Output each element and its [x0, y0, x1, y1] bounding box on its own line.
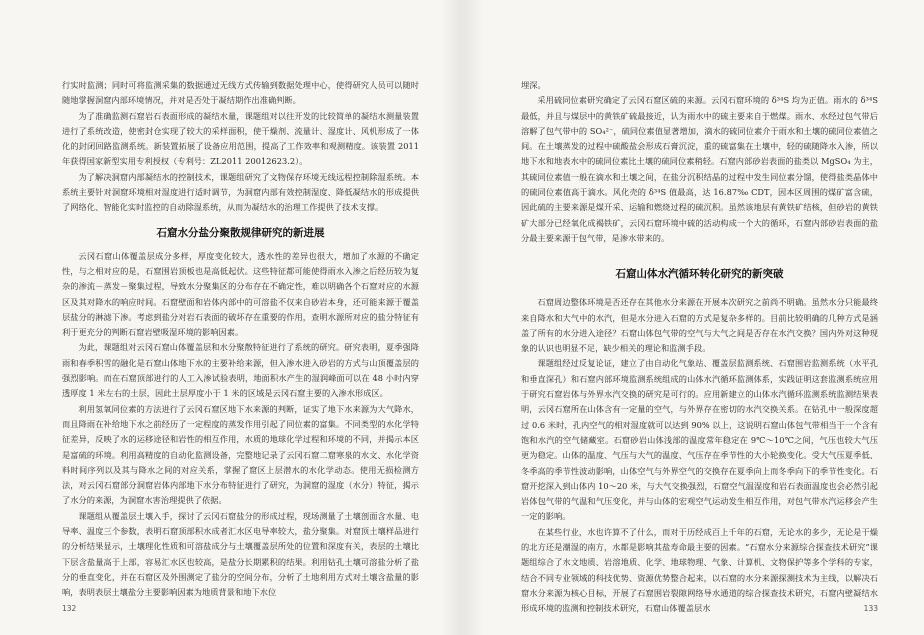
body-paragraph: 为了准确监测石窟岩石表面形成的凝结水量，课题组对以往开发的比较简单的凝结水测量装置进行了系统改造，使密封仓实现了较大的采样面积，使干燥剂、流量计、湿度计、风机形成了一体化的封闭回路监测系统。新装置拓展了设备应用范围，提高了工作效率和观测精度。该装置 2011 年获得国家新型实用专利授权（专利号：ZL2011 20012623.2）。 — [62, 110, 419, 167]
body-paragraph: 为此，课题组对云冈石窟山体覆盖层和水分聚散特征进行了系统的研究。研究表明，夏季强降雨和春季积雪的融化是石窟山体地下水的主要补给来源，但入渗水进入砂岩的方式与山顶覆盖层的强烈影响。而在石窟顶部进行的人工入渗试验表明，地面积水产生的湿润峰面可以在 48 小时内穿透厚度 1 米左右的土层，因此土层厚度小于 1 米的区域是云冈石窟主要的入渗水形成区。 — [62, 342, 419, 399]
body-paragraph: 利用氢氧同位素的方法进行了云冈石窟区地下水来源的判断，证实了地下水来源为大气降水，而且降雨在补给地下水之前经历了一定程度的蒸发作用引起了同位素的富集。不同类型的水化学特征差异，反映了水的运移途径和岩性的相互作用，水质的地球化学过程和环境的不同，并揭示本区是富硫的环境。利用高精度的自动化监测设备，完整地记录了云冈石窟二窟寒泉的水文、水化学资料时间序列以及其与降水之间的对应关系，掌握了窟区上层潜水的水化学动态。使用无损检测方法，对云冈石窟部分洞窟岩体内部地下水分布特征进行了研究，为洞窟的湿度（水分）特征，揭示了水分的来源，为洞窟水害治理提供了依据。 — [62, 403, 419, 506]
body-paragraph: 为了解决洞窟内部凝结水的控制技术，课题组研究了文物保存环境无线远程控制除湿系统。本系统主要针对洞窟环境相对湿度进行适时调节，为洞窟内部有效控制湿度、降低凝结水的形成提供了网络化、智能化实时监控的自动除湿系统，从而为凝结水的治理工作提供了技术支撑。 — [62, 171, 419, 213]
body-paragraph: 课题组经过反复论证，建立了由自动化气象站、覆盖层监测系统、石窟围岩监测系统（水平孔和垂直深孔）和石窟内部环境监测系统组成的山体水汽循环监测体系，实践证明这套监测系统应用于研究石窟岩体与外界水汽交换的研究是可行的。应用新建立的山体水汽循环监测系统监测结果表明，云冈石窟所在山体含有一定量的空气，与外界存在密切的水汽交换关系。在钻孔中一般深度超过 0.6 米时，孔内空气的相对湿度就可以达到 90% 以上，这说明石窟山体包气带相当于一个含有饱和水汽的空气储藏室。石窟砂岩山体浅部的温度常年稳定在 9℃～10℃之间，气压也较大气压更为稳定。山体的温度、气压与大气的温度、气压存在季节性的大小轮换变化。受大气压夏季低、冬季高的季节性波动影响，山体空气与外界空气的交换存在夏季向上而冬季向下的季节性变化。石窟开挖深入到山体内 10～20 米，与大气交换强烈，石窟空气温湿度和岩石表面温度也会必然引起岩体包气带的气温和气压变化，并与山体的宏观空气运动发生相互作用，对包气带水汽运移会产生一定的影响。 — [521, 358, 878, 522]
right-page — [465, 0, 924, 635]
body-paragraph: 行实时监测；同时可将监测采集的数据通过无线方式传输到数据处理中心，使得研究人员可以随时随地掌握洞窟内部环境情况，并对是否处于凝结期作出准确判断。 — [62, 80, 419, 106]
gutter-shadow — [465, 0, 483, 635]
gutter-shadow — [441, 0, 459, 635]
body-paragraph: 在某些行业，水也许算不了什么，而对于历经成百上千年的石窟，无论水的多少，无论是干燥的北方还是潮湿的南方，水都是影响其盐寿命最主要的因素。“石窟水分来源综合探查技术研究”课题组综合了水文地质、岩溶地质、化学、地球物理、气象、计算机、文物保护等多个学科的专家，结合不同专业领域的科技优势、资源优势整合起来，以石窟的水分来源探测技术为主线，以解决石窟水分来源为核心目标，开展了石窟围岩裂隙网络导水通道的综合探查技术研究，石窟内壁凝结水形成环境的监测和控制技术研究，石窟山体覆盖层水 — [521, 526, 878, 614]
page-number: 132 — [62, 604, 77, 613]
section-heading: 石窟山体水汽循环转化研究的新突破 — [615, 268, 784, 281]
left-page — [0, 0, 459, 635]
body-paragraph: 课题组从覆盖层土壤入手，探讨了云冈石窟盐分的形成过程，现场测量了土壤剖面含水量、电导率、温度三个参数，表明石窟顶部积水成者汇水区电导率较大，盐分聚集。对窟顶土壤样品进行的分析结果显示，土壤理化性质和可溶盐成分与土壤覆盖层所处的位置和深度有关，表层的土壤比下层含盐量高于上部，容易汇水区也较高，是盐分长期累积的结果。利用钻孔土壤可溶盐分析了盐分的垂直变化，并在石窟区及外围测定了盐分的空间分布，分析了土地利用方式对土壤含盐量的影响，表明表层土壤盐分主要影响因素为地质背景和地下水位 — [62, 510, 419, 598]
body-paragraph: 埋深。 — [521, 80, 546, 90]
body-paragraph: 石窟周边整体环境是否还存在其他水分来源在开展本次研究之前尚不明确。虽然水分只能最终来自降水和大气中的水汽，但是水分进入石窟的方式是复杂多样的。目前比较明确的几种方式是涵盖了所有的水分进入途径？石窟山体包气带的空气与大气之间是否存在水汽交换？国内外对这种现象的认识也明显不足，缺少相关的理论和监测手段。 — [521, 297, 878, 354]
section-heading: 石窟水分盐分聚散规律研究的新进展 — [156, 226, 325, 239]
page-number: 133 — [863, 604, 878, 613]
body-paragraph: 云冈石窟山体覆盖层成分多样，厚度变化较大，透水性的差异也很大，增加了水源的不确定性，与之相对应的是，石窟围岩顶板也是高低起伏。这些特征都可能使得雨水入渗之后经历较为复杂的渗流－蒸发－聚集过程，导致水分聚集区的分布存在不确定性，难以明确各个石窟对应的水源区及其对降水的响应时间。石窟壁面和岩体内部中的可溶盐不仅来自砂岩本身，还可能来源于覆盖层盐分的淋滤下渗。考虑到盐分对岩石表面的破坏存在重要的作用，查明水源所对应的盐分特征有利于更充分的判断石窟岩壁吸湿环境的影响因素。 — [62, 250, 419, 338]
body-paragraph: 采用硫同位素研究确定了云冈石窟区硫的来源。云冈石窟环境的 δ³⁴S 均为正值。雨水的 δ³⁴S 最低，并且与煤层中的黄铁矿硫最接近，认为雨水中的硫主要来自于燃煤。雨水、水经过包气带后溶解了包气带中的 SO₄²⁻，硫同位素值显著增加，滴水的硫同位素介于雨水和土壤的硫同位素值之间。在土壤蒸发的过程中硫酸盐会形成石膏沉淀，重的硫富集在土壤中，轻的硫随降水入渗，所以地下水和地表水中的硫同位素比土壤的硫同位素稍轻。石窟内部砂岩表面的盐类以 MgSO₄ 为主，其硫同位素值一般在滴水和土壤之间，在盐分沉积结晶的过程中发生同位素分馏，使得盐类晶体中的硫同位素值高于滴水。风化壳的 δ³⁴S 值最高，达 16.87‰ CDT，因本区周围的煤矿富含硫，因此硫的主要来源是煤开采、运输和燃烧过程的硫沉积。虽然该地层有黄铁矿结核，但砂岩的黄铁矿大部分已经氧化成褐铁矿，云冈石窟环境中硫的活动构成一个大的循环，石窟内部砂岩表面的盐分最主要来源于包气带，是渗水带来的。 — [521, 95, 878, 243]
